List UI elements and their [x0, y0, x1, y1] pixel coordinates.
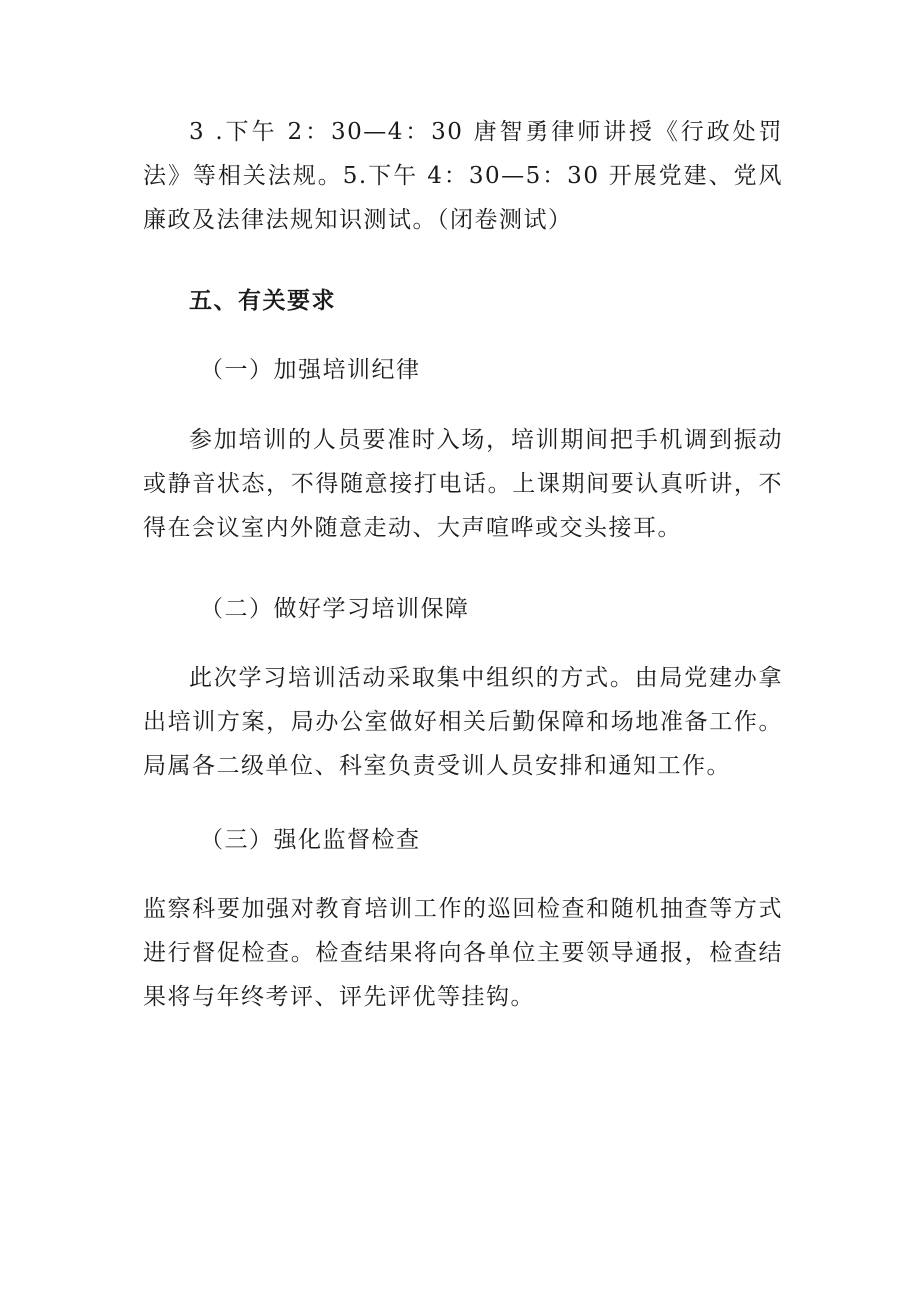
subsection-heading-support: （二）做好学习培训保障: [200, 596, 470, 622]
subsection-heading-supervision: （三）强化监督检查: [200, 827, 421, 853]
schedule-paragraph: 3 .下午 2：30—4：30 唐智勇律师讲授《行政处罚法》等相关法规。5.下午 4：30—5：30 开展党建、党风廉政及法律法规知识测试。（闭卷测试）: [143, 119, 783, 233]
subsection-body-discipline: 参加培训的人员要准时入场，培训期间把手机调到振动或静音状态，不得随意接打电话。上课期间要认真听讲，不得在会议室内外随意走动、大声喧哗或交头接耳。: [143, 427, 783, 541]
subsection-heading-discipline: （一）加强培训纪律: [200, 357, 421, 383]
subsection-body-support: 此次学习培训活动采取集中组织的方式。由局党建办拿出培训方案，局办公室做好相关后勤保障和场地准备工作。局属各二级单位、科室负责受训人员安排和通知工作。: [143, 665, 783, 779]
subsection-body-supervision: 监察科要加强对教育培训工作的巡回检查和随机抽查等方式进行督促检查。检查结果将向各单位主要领导通报，检查结果将与年终考评、评先评优等挂钩。: [143, 896, 783, 1010]
section-heading: 五、有关要求: [189, 287, 336, 314]
